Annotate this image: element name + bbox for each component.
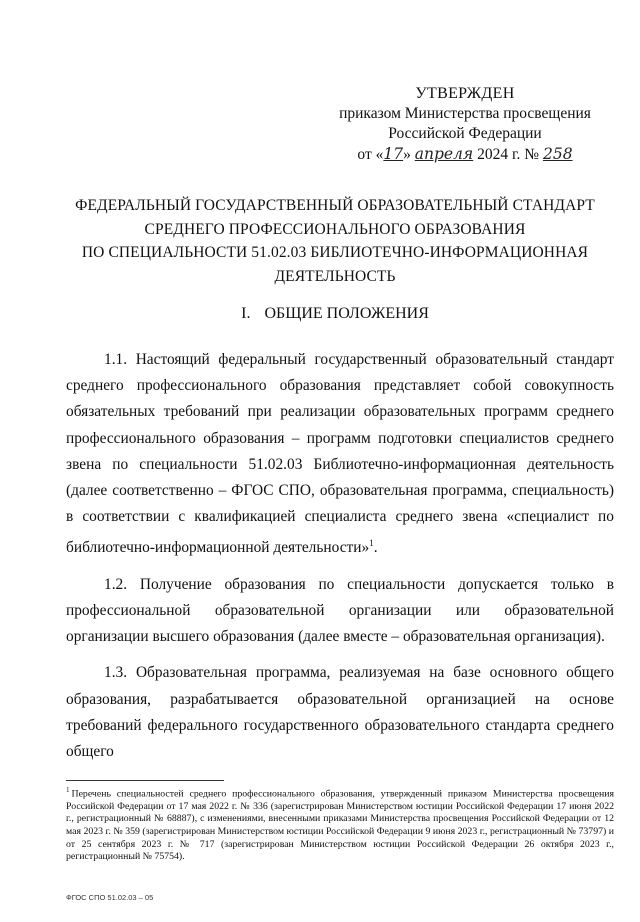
title-line-3: ПО СПЕЦИАЛЬНОСТИ 51.02.03 БИБЛИОТЕЧНО-ИНФОРМАЦИОННАЯ (81, 244, 589, 261)
paragraph-1-1-end: . (373, 539, 378, 557)
body-text (66, 347, 614, 775)
footnote-text: Перечень специальностей среднего профессионального образования, утвержденный приказом Министерства просвещения Российской Федерации от 17 мая 2022 г. № 336 (зарегистрирован Министерством юстиции Российской Федерации 17 июня 2022 г., регистрационный № 68887), с изменениями, внесенными приказами Министерства просвещения Российской Федерации от 12 мая 2023 г. № 359 (зарегистрирован Министерством юстиции Российской Федерации 9 июня 2023 г., регистрационный № 73797) и от 25 сентября 2023 г. № 717 (зарегистрирован Министерством юстиции Российской Федерации 26 октября 2023 г., регистрационный № 75754). (66, 788, 614, 863)
handwritten-month: апреля (414, 145, 474, 163)
date-mid: » (403, 146, 411, 163)
approval-line-federation: Российской Федерации (388, 125, 542, 142)
title-line-1: ФЕДЕРАЛЬНЫЙ ГОСУДАРСТВЕННЫЙ ОБРАЗОВАТЕЛЬНЫЙ СТАНДАРТ (75, 197, 595, 214)
footnote (66, 784, 614, 864)
approval-block (330, 84, 600, 165)
title-line-4: ДЕЯТЕЛЬНОСТЬ (274, 267, 396, 285)
paragraph-1-1-text: 1.1. Настоящий федеральный государственный образовательный стандарт среднего профессионального образования представляет собой совокупность обязательных требований при реализации образовательных программ среднего профессионального образования – программ подготовки специалистов среднего звена по специальности 51.02.03 Библиотечно-информационная деятельность (далее соответственно – ФГОС СПО, образовательная программа, специальность) в соответствии с квалификацией специалиста среднего звена «специалист по библиотечно-информационной деятельности» (66, 351, 614, 557)
approval-heading: УТВЕРЖДЕН (415, 85, 515, 102)
paragraph-1-2: 1.2. Получение образования по специальности допускается только в профессиональной образовательной организации или образовательной организации высшего образования (далее вместе – образовательная организация). (66, 575, 614, 646)
section-title: ОБЩИЕ ПОЛОЖЕНИЯ (264, 305, 429, 322)
section-number: I. (241, 305, 251, 322)
approval-line-ministry: приказом Министерства просвещения (339, 105, 591, 122)
handwritten-day: 17 (383, 145, 404, 163)
title-line-2: СРЕДНЕГО ПРОФЕССИОНАЛЬНОГО ОБРАЗОВАНИЯ (144, 220, 526, 238)
footnote-reference[interactable]: 1 (369, 538, 374, 549)
date-year: 2024 г. № (477, 146, 540, 163)
footnote-mark: 1 (66, 786, 70, 794)
paragraph-1-1 (66, 347, 614, 562)
paragraph-1-3: 1.3. Образовательная программа, реализуемая на базе основного общего образования, разрабатывается образовательной организацией на основе требований федерального государственного образовательного стандарта среднего общего (66, 664, 614, 760)
page-footer: ФГОС СПО 51.02.03 – 05 (66, 893, 154, 902)
date-prefix: от « (357, 146, 384, 163)
footnote-divider (66, 780, 224, 781)
handwritten-order-number: 258 (542, 145, 573, 163)
approval-date-line (330, 144, 600, 165)
section-heading (70, 303, 600, 325)
document-title (70, 194, 600, 288)
